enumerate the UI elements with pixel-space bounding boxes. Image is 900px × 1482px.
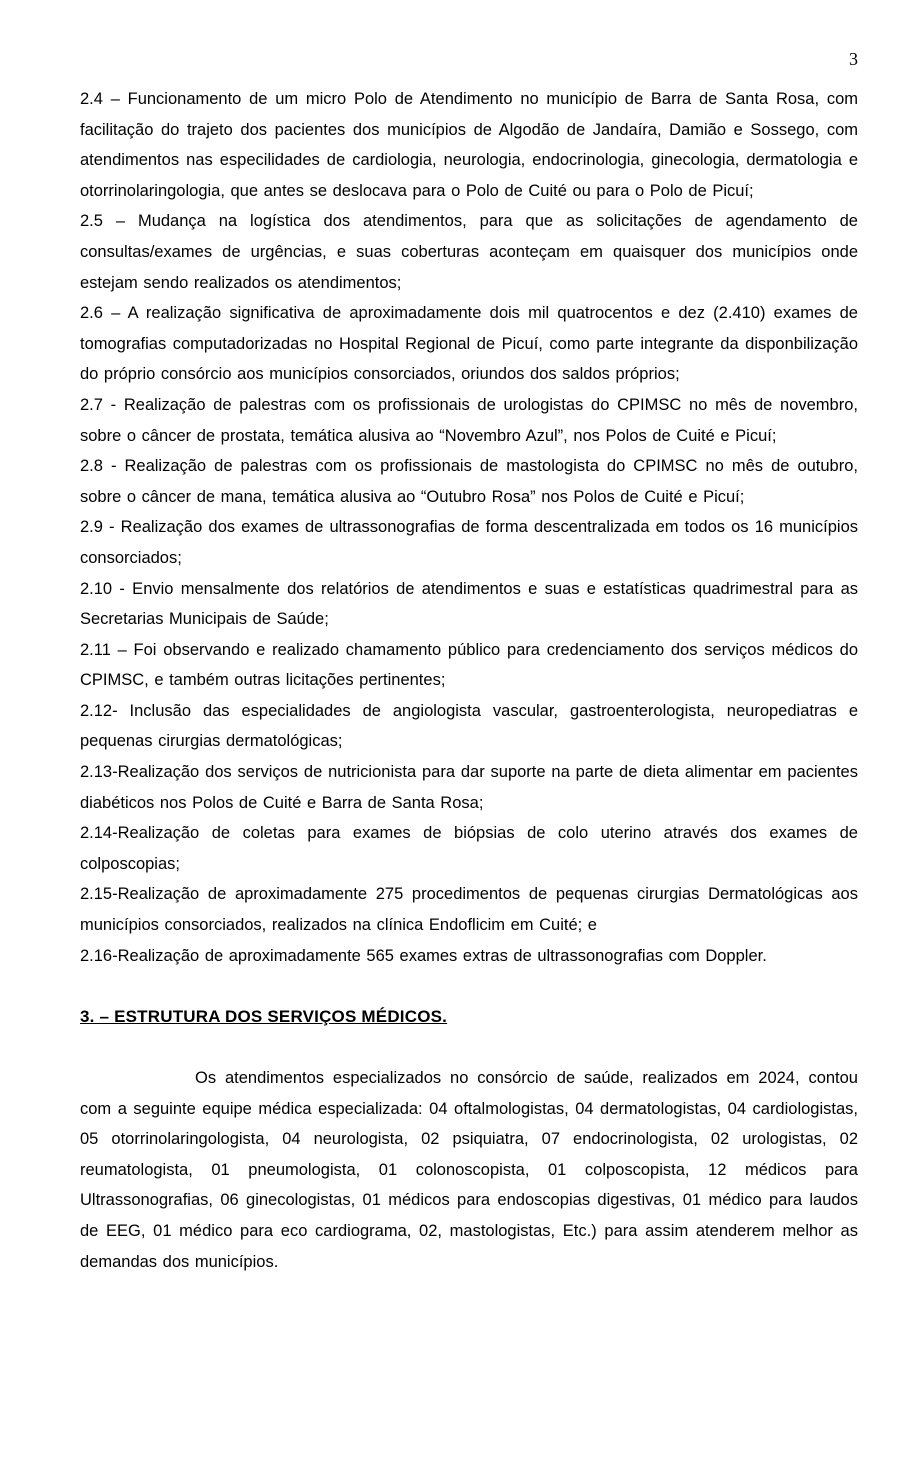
paragraph-item-2-7: 2.7 - Realização de palestras com os profissionais de urologistas do CPIMSC no mês de novembro, sobre o câncer de prostata, temática alusiva ao “Novembro Azul”, nos Polos de Cuité e Picuí;: [80, 395, 858, 445]
closing-paragraph: Os atendimentos especializados no consórcio de saúde, realizados em 2024, contou com a seguinte equipe médica especializada: 04 oftalmologistas, 04 dermatologistas, 04 cardiologistas, 05 otorrinolaringologista, 04 neurologista, 02 psiquiatra, 07 endocrinologista, 02 urologistas, 02 reumatologista, 01 pneumologista, 01 colonoscopista, 01 colposcopista, 12 médicos para Ultrassonografias, 06 ginecologistas, 01 médicos para endoscopias digestivas, 01 médico para laudos de EEG, 01 médico para eco cardiograma, 02, mastologistas, Etc.) para assim atenderem melhor as demandas dos municípios.: [80, 1069, 858, 1271]
paragraph-item-2-14: 2.14-Realização de coletas para exames de biópsias de colo uterino através dos exames de colposcopias;: [80, 824, 858, 873]
blank-line: [80, 971, 858, 1002]
paragraph-item-2-11: 2.11 – Foi observando e realizado chamamento público para credenciamento dos serviços médicos do CPIMSC, e também outras licitações pertinentes;: [80, 640, 858, 690]
section-heading: 3. – ESTRUTURA DOS SERVIÇOS MÉDICOS.: [80, 1006, 448, 1026]
document-body: [80, 84, 858, 1277]
paragraph-item-2-4: 2.4 – Funcionamento de um micro Polo de Atendimento no município de Barra de Santa Rosa, com facilitação do trajeto dos pacientes dos municípios de Algodão de Jandaíra, Damião e Sossego, com atendimentos nas especilidades de cardiologia, neurologia, endocrinologia, ginecologia, dermatologia e otorrinolaringologia, que antes se deslocava para o Polo de Cuité ou para o Polo de Picuí;: [80, 90, 858, 200]
paragraph-item-2-13: 2.13-Realização dos serviços de nutricionista para dar suporte na parte de dieta alimentar em pacientes diabéticos nos Polos de Cuité e Barra de Santa Rosa;: [80, 763, 858, 812]
paragraph-item-2-6: 2.6 – A realização significativa de aproximadamente dois mil quatrocentos e dez (2.410) exames de tomografias computadorizadas no Hospital Regional de Picuí, como parte integrante da disponbilização do próprio consórcio aos municípios consorciados, oriundos dos saldos próprios;: [80, 304, 858, 384]
paragraph-item-2-12: 2.12- Inclusão das especialidades de angiologista vascular, gastroenterologista, neuropediatras e pequenas cirurgias dermatológicas;: [80, 701, 858, 751]
paragraph-item-2-10: 2.10 - Envio mensalmente dos relatórios de atendimentos e suas e estatísticas quadrimestral para as Secretarias Municipais de Saúde;: [80, 579, 858, 629]
paragraph-item-2-15: 2.15-Realização de aproximadamente 275 procedimentos de pequenas cirurgias Dermatológicas aos municípios consorciados, realizados na clínica Endoflicim em Cuité; e: [80, 885, 858, 935]
paragraph-item-2-16: 2.16-Realização de aproximadamente 565 exames extras de ultrassonografias com Doppler.: [80, 946, 767, 965]
paragraph-item-2-5: 2.5 – Mudança na logística dos atendimentos, para que as solicitações de agendamento de consultas/exames de urgências, e suas coberturas aconteçam em quaisquer dos municípios onde estejam sendo realizados os atendimentos;: [80, 212, 858, 292]
page-number: 3: [849, 49, 858, 69]
paragraph-item-2-8: 2.8 - Realização de palestras com os profissionais de mastologista do CPIMSC no mês de outubro, sobre o câncer de mana, temática alusiva ao “Outubro Rosa” nos Polos de Cuité e Picuí;: [80, 457, 858, 506]
paragraph-item-2-9: 2.9 - Realização dos exames de ultrassonografias de forma descentralizada em todos os 16 municípios consorciados;: [80, 518, 858, 567]
blank-line: [80, 1032, 858, 1063]
